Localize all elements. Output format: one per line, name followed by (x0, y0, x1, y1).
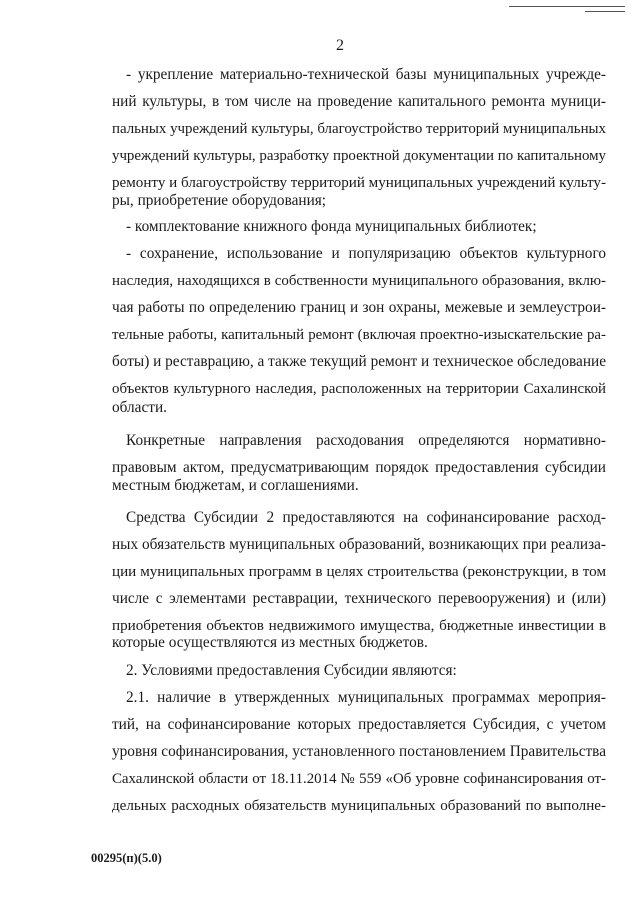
text-line: тельные работы, капитальный ремонт (включая проектно-изыскательские ра- (112, 327, 606, 343)
text-line: ний культуры, в том числе на проведение капитального ремонта муници- (112, 93, 606, 110)
text-line: местным бюджетам, и соглашениями. (112, 477, 359, 494)
text-line: области. (112, 399, 167, 416)
text-line: Средства Субсидии 2 предоставляются на софинансирование расход- (126, 509, 606, 526)
text-line: ных обязательств муниципальных образований, возникающих при реализа- (112, 536, 606, 553)
text-line: ры, приобретение оборудования; (112, 192, 327, 209)
text-line: - сохранение, использование и популяризацию объектов культурного (126, 245, 606, 262)
text-line: - укрепление материально-технической базы муниципальных учрежде- (126, 66, 606, 83)
text-line: тий, на софинансирование которых предоставляется Субсидия, с учетом (112, 716, 606, 733)
text-line: пальных учреждений культуры, благоустройство территорий муниципальных (112, 121, 606, 137)
text-line: которые осуществляются из местных бюджетов. (112, 634, 428, 651)
text-line: 2.1. наличие в утвержденных муниципальных программах мероприя- (126, 689, 606, 706)
text-line: приобретения объектов недвижимого имущества, бюджетные инвестиции в (112, 618, 606, 634)
text-line: 2. Условиями предоставления Субсидии являются: (126, 662, 457, 679)
text-line: наследия, находящихся в собственности муниципального образования, вклю- (112, 273, 606, 289)
top-rule-short (585, 11, 625, 12)
text-line: дельных расходных обязательств муниципальных образований по выполне- (112, 798, 606, 814)
text-line: учреждений культуры, разработку проектной документации по капитальному (112, 148, 606, 164)
text-line: боты) и реставрацию, а также текущий ремонт и техническое обследование (112, 353, 606, 370)
text-line: чая работы по определению границ и зон охраны, межевые и землеустрои- (112, 299, 606, 316)
text-line: правовым актом, предусматривающим порядок предоставления субсидии (112, 459, 606, 476)
footer-document-code: 00295(п)(5.0) (91, 851, 162, 865)
text-line: - комплектование книжного фонда муниципальных библиотек; (126, 218, 537, 235)
text-line: числе с элементами реставрации, технического перевооружения) и (или) (112, 590, 606, 607)
page-number: 2 (336, 37, 344, 54)
text-line: ремонту и благоустройству территорий муниципальных учреждений культу- (112, 175, 606, 191)
top-rule-long (509, 6, 625, 7)
text-line: ции муниципальных программ в целях строительства (реконструкции, в том (112, 564, 606, 580)
text-line: объектов культурного наследия, расположенных на территории Сахалинской (112, 381, 606, 397)
text-line: Сахалинской области от 18.11.2014 № 559 «Об уровне софинансирования от- (112, 771, 606, 787)
text-line: Конкретные направления расходования определяются нормативно- (126, 432, 606, 449)
text-line: уровня софинансирования, установленного постановлением Правительства (112, 743, 606, 760)
